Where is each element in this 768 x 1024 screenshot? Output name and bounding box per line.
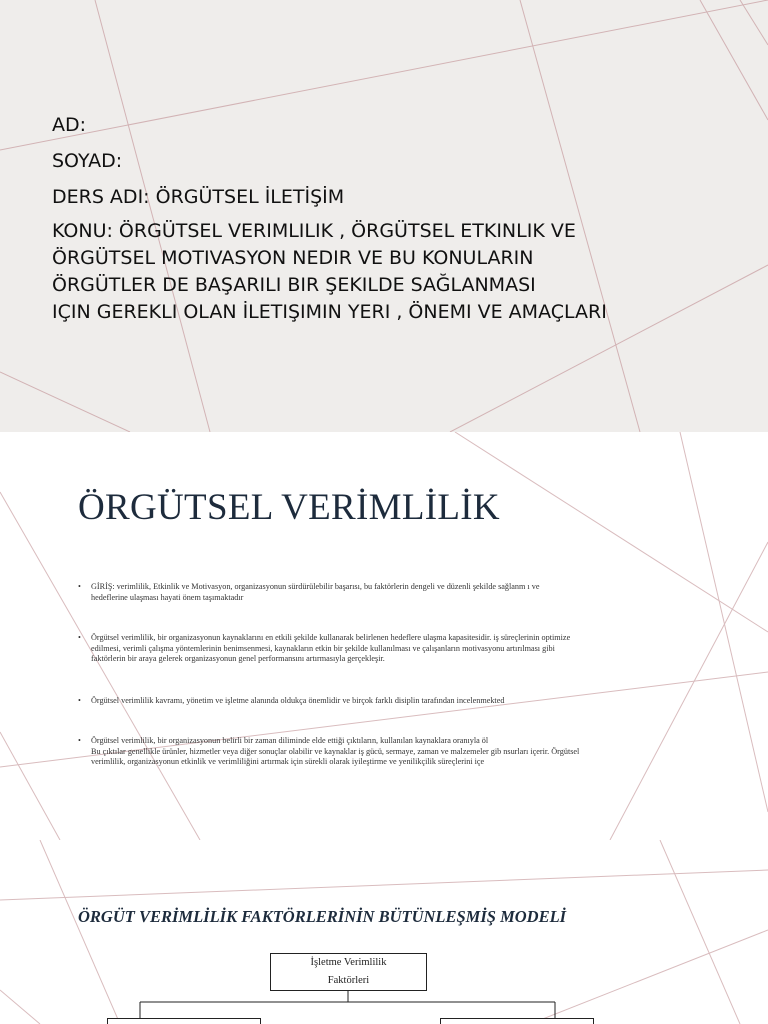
bullet-marker: • [78,695,81,705]
bullet-line: GİRİŞ: verimlilik, Etkinlik ve Motivasyon, organizasyonun sürdürülebilir başarısı, bu faktörlerin dengeli ve düzenli şekilde sağlanm ı ve [91,582,540,591]
model-top-box [270,953,427,991]
bullet-list [78,582,678,768]
course-name: DERS ADI: ÖRGÜTSEL İLETİŞİM [52,186,345,208]
bullet-line: faktörlerin bir araya gelerek organizasyonun genel performansını artırmasıyla gerçekleşir. [91,654,385,663]
soyad-label: SOYAD: [52,150,123,172]
topic-text [52,218,607,326]
bullet-line: hedeflerine ulaşması hayati önem taşımaktadır [91,592,244,602]
bullet-item [78,696,678,707]
bullet-line: Bu çıktılar genellikle ürünler, hizmetler veya diğer sonuçlar olabilir ve kaynaklar iş gücü, sermaye, zaman ve malzemeler gib nsurları içerir. Örgütsel [91,746,580,756]
bullet-item [78,582,678,603]
bullet-line: Örgütsel verimlilik, bir organizasyonun kaynaklarını en etkili şekilde kullanarak belirlenen hedeflere ulaşma kapasitesidir. iş süreçlerinin optimize [91,633,571,642]
bullet-item [78,633,678,665]
topic-line: IÇIN GEREKLI OLAN İLETIŞIMIN YERI , ÖNEMI VE AMAÇLARI [52,301,607,323]
bullet-item [78,736,678,768]
bullet-line: edilmesi, verimli çalışma yöntemlerinin benimsenmesi, kaynakların etkin bir şekilde kullanılması ve çalışanların motivasyonu artırılması gibi [91,643,555,653]
bullet-line: Örgütsel verimlilik kavramı, yönetim ve işletme alanında oldukça önemlidir ve birçok farklı disiplin tarafından incelenmekted [91,695,505,705]
bullet-line: verimlilik, organizasyonun etkinlik ve verimliliğini artırmak için sürekli olarak iyileştirme ve yenilikçilik süreçlerini içe [91,757,485,766]
model-slide [0,840,768,1024]
title-slide [0,0,768,432]
model-top-box-line: İşletme Verimlilik [310,957,387,968]
bullet-marker: • [78,582,81,591]
topic-line: ÖRGÜTSEL MOTIVASYON NEDIR VE BU KONULARIN [52,247,534,269]
bullet-marker: • [78,736,81,745]
bullet-marker: • [78,633,81,642]
title-slide-text [52,110,607,326]
slide-title: ÖRGÜTSEL VERİMLİLİK [78,487,500,528]
slide-title: ÖRGÜT VERİMLİLİK FAKTÖRLERİNİN BÜTÜNLEŞMİŞ MODELİ [78,907,567,926]
model-left-box [107,1018,261,1024]
model-right-box [440,1018,594,1024]
ad-label: AD: [52,114,87,136]
topic-line: ÖRGÜTLER DE BAŞARILI BIR ŞEKILDE SAĞLANMASI [52,274,536,296]
model-top-box-line: Faktörleri [327,975,370,986]
model-connectors [0,840,768,1024]
content-slide [0,432,768,840]
bullet-line: Örgütsel verimlilik, bir organizasyonun belirli bir zaman diliminde elde ettiği çıktıların, kullanılan kaynaklara oranıyla öl [91,736,489,745]
topic-line: KONU: ÖRGÜTSEL VERIMLILIK , ÖRGÜTSEL ETKINLIK VE [52,220,576,242]
